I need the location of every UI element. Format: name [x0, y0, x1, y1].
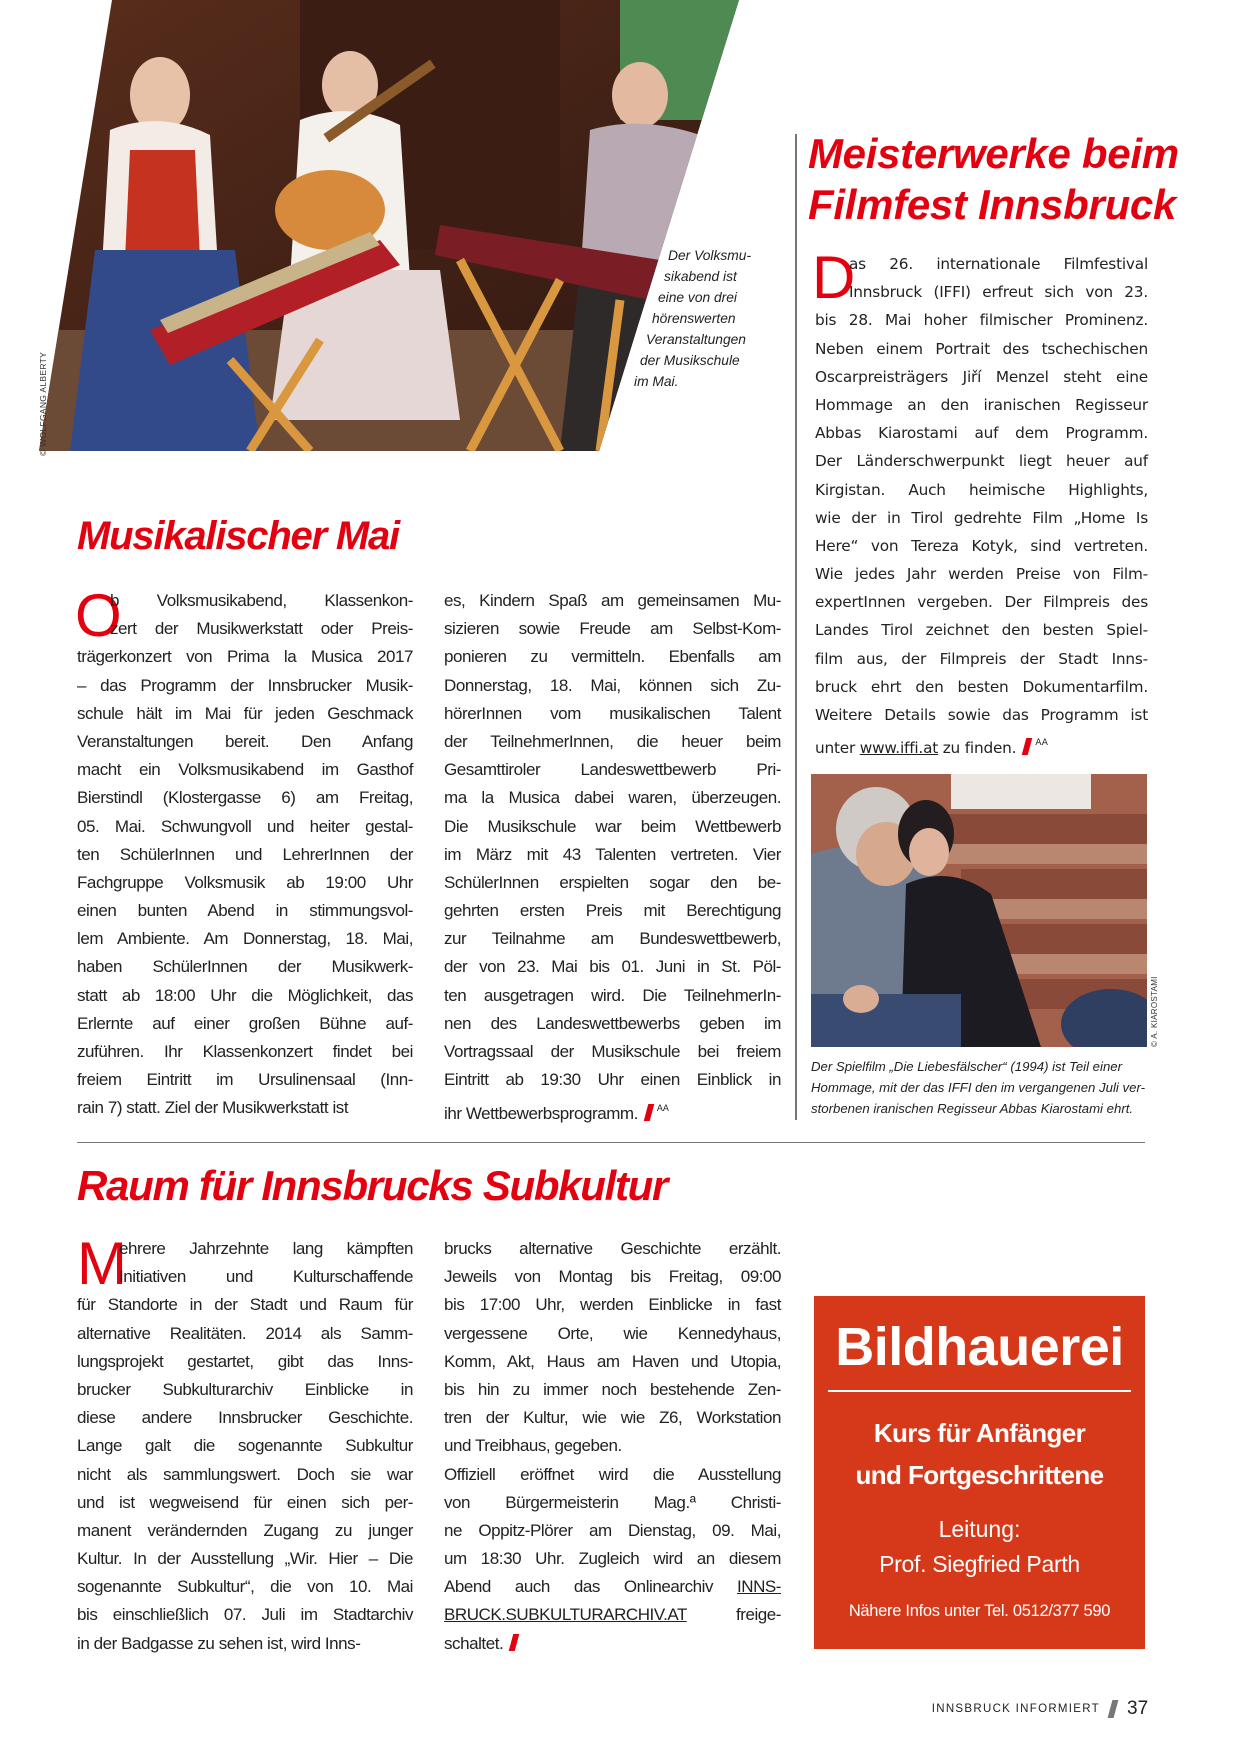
text-segment: schaltet. [444, 1633, 504, 1653]
text-line [77, 1291, 413, 1319]
text-line [444, 813, 781, 841]
text-segment: um 18:30 Uhr. Zugleich wird an diesem [444, 1549, 781, 1569]
text-line [77, 1545, 413, 1573]
text-line [444, 756, 781, 784]
text-segment: Weitere Details sowie das Programm ist [815, 706, 1148, 724]
text-line [815, 588, 1148, 616]
text-line [77, 897, 413, 925]
text-line [815, 447, 1148, 475]
photo-film-still [811, 774, 1147, 1047]
text-segment: Kirgistan. Auch heimische Highlights, [815, 480, 1148, 499]
text-segment: trägerkonzert von Prima la Musica 2017 [77, 647, 413, 667]
text-segment: Wie jedes Jahr werden Preise von Film- [815, 565, 1148, 584]
end-mark-icon [1022, 738, 1033, 755]
text-segment: rain 7) statt. Ziel der Musikwerkstatt ist [77, 1098, 349, 1118]
text-line [77, 869, 413, 897]
text-line [444, 1489, 781, 1517]
text-line [77, 587, 413, 615]
text-line [77, 1038, 413, 1066]
film-article-body [815, 250, 1148, 757]
text-segment: bis hin zu immer noch bestehende Zen- [444, 1379, 781, 1399]
text-line [444, 1291, 781, 1319]
text-line [77, 1461, 413, 1489]
link[interactable]: INNS- [736, 1577, 781, 1597]
ad-title: Bildhauerei [835, 1317, 1124, 1377]
link[interactable]: BRUCK.SUBKULTURARCHIV.AT [444, 1605, 687, 1625]
text-line [444, 1066, 781, 1094]
text-segment: expertInnen vergeben. Der Filmpreis des [815, 593, 1148, 612]
text-line [815, 645, 1148, 673]
text-line [444, 869, 781, 897]
end-mark-icon [644, 1104, 655, 1121]
text-segment: unter [815, 739, 860, 758]
text-line [815, 532, 1148, 560]
text-line [444, 982, 781, 1010]
text-line [815, 306, 1148, 334]
footer-slash-icon [1108, 1700, 1119, 1718]
text-segment: as 26. internationale Filmfestival [849, 255, 1148, 273]
caption-line: im Mai. [634, 374, 679, 389]
text-segment: von Bürgermeisterin Mag.ª Christi- [444, 1492, 781, 1512]
text-line [815, 616, 1148, 644]
text-segment: lem Ambiente. Am Donnerstag, 18. Mai, [77, 929, 413, 949]
text-segment: nen des Landeswettbewerbs geben im [444, 1013, 781, 1033]
ad-subtitle: und Fortgeschrittene [855, 1460, 1104, 1490]
text-line [815, 278, 1148, 306]
text-line [77, 1432, 413, 1460]
text-segment: es, Kindern Spaß am gemeinsamen Mu- [444, 591, 781, 610]
text-segment: freiem Eintritt im Ursulinensaal (Inn- [77, 1070, 413, 1090]
text-line [815, 504, 1148, 532]
text-line [815, 419, 1148, 447]
text-segment: Der Länderschwerpunkt liegt heuer auf [815, 452, 1148, 471]
text-line [77, 643, 413, 671]
section-divider [77, 1142, 1145, 1143]
film-photo-caption [811, 1056, 1151, 1119]
text-segment: brucks alternative Geschichte erzählt. [444, 1239, 781, 1258]
text-line [77, 953, 413, 981]
text-segment: bis einschließlich 07. Juli im Stadtarchiv [77, 1605, 413, 1625]
ad-lead-name: Prof. Siegfried Parth [879, 1551, 1080, 1577]
text-segment: film aus, der Filmpreis der Stadt Inns- [815, 649, 1148, 668]
text-segment: freige- [686, 1605, 781, 1625]
text-segment: Bierstindl (Klostergasse 6) am Freitag, [77, 788, 413, 808]
text-segment: im März mit 43 Talenten vertreten. Vier [444, 844, 781, 864]
text-segment: zert der Musikwerkstatt oder Preis- [110, 619, 413, 639]
text-line [77, 1235, 413, 1263]
text-line [77, 1094, 413, 1122]
caption-line: storbenen iranischen Regisseur Abbas Kiarostami ehrt. [811, 1101, 1134, 1116]
text-segment: ma la Musica dabei waren, überzeugen. [444, 788, 781, 808]
text-line [444, 1235, 781, 1263]
text-line [815, 391, 1148, 419]
text-segment: macht ein Volksmusikabend im Gasthof [77, 760, 413, 780]
text-line [815, 363, 1148, 391]
text-segment: Jeweils von Montag bis Freitag, 09:00 [444, 1267, 781, 1287]
text-line [77, 1517, 413, 1545]
text-line [444, 1404, 781, 1432]
text-segment: 05. Mai. Schwungvoll und heiter gestal- [77, 816, 413, 836]
title-line: Meisterwerke beim [808, 130, 1179, 177]
text-line [444, 1010, 781, 1038]
ad-subtitle: Kurs für Anfänger [873, 1418, 1086, 1448]
caption-line: Der Volksmu- [668, 248, 752, 263]
drop-cap: M [77, 1230, 127, 1297]
text-segment: ten ausgetragen wird. Die TeilnehmerIn- [444, 985, 781, 1005]
text-segment: manent verändernden Zugang zu junger [77, 1520, 413, 1540]
subculture-article-title: Raum für Innsbrucks Subkultur [77, 1162, 668, 1209]
text-segment: sizieren sowie Freude am Selbst-Kom- [444, 619, 781, 639]
text-segment: Vortragssaal der Musikschule bei freiem [444, 1042, 781, 1061]
text-segment: sogenannte Subkultur“, die von 10. Mai [77, 1577, 413, 1597]
footer-publication: INNSBRUCK INFORMIERT [931, 1703, 1100, 1715]
text-line [77, 925, 413, 953]
text-segment: hörerInnen vom musikalischen Talent [444, 703, 781, 723]
text-line [444, 1320, 781, 1348]
text-segment: nicht als sammlungswert. Doch sie war [77, 1464, 413, 1484]
text-line [77, 756, 413, 784]
text-segment: Die Musikschule war beim Wettbewerb [444, 816, 781, 836]
music-article-column-1 [75, 582, 413, 1123]
text-segment: schule hält im Mai für jeden Geschmack [77, 703, 413, 723]
text-segment: einen bunten Abend in stimmungsvol- [77, 901, 413, 921]
text-line [77, 1573, 413, 1601]
text-segment: Landes Tirol zeichnet den besten Spiel- [815, 621, 1148, 640]
text-line [815, 560, 1148, 588]
ad-rule [828, 1390, 1131, 1392]
advertisement-sculpture-course [814, 1296, 1145, 1649]
text-line [444, 1348, 781, 1376]
text-segment: Abbas Kiarostami auf dem Programm. [815, 424, 1148, 443]
text-line [444, 1461, 781, 1489]
text-line [815, 476, 1148, 504]
text-line [77, 1376, 413, 1404]
text-segment: Gesamttiroler Landeswettbewerb Pri- [444, 760, 781, 780]
text-segment: diese andere Innsbrucker Geschichte. [77, 1408, 413, 1428]
caption-line: Hommage, mit der das IFFI den im vergangenen Juli ver- [811, 1080, 1145, 1095]
text-line [444, 615, 781, 643]
drop-cap: O [75, 582, 122, 649]
text-segment: – das Programm der Innsbrucker Musik- [77, 675, 413, 695]
text-segment: Lange galt die sogenannte Subkultur [77, 1436, 413, 1456]
text-segment: vergessene Orte, wie Kennedyhaus, [444, 1323, 781, 1343]
text-segment: der von 23. Mai bis 01. Juni in St. Pöl- [444, 957, 781, 977]
text-line [77, 841, 413, 869]
text-segment: Komm, Akt, Haus am Haven und Utopia, [444, 1351, 781, 1371]
text-line [77, 1404, 413, 1432]
text-segment: bruck ehrt den besten Dokumentarfilm. [815, 677, 1148, 696]
text-segment: zur Teilnahme am Bundeswettbewerb, [444, 929, 781, 949]
caption-line: eine von drei [658, 290, 738, 305]
film-article-title [808, 128, 1179, 230]
drop-cap: D [812, 244, 856, 311]
author-initials: AA [1035, 738, 1048, 749]
photo-credit: © WOLFGANG ALBERTY [38, 351, 48, 456]
link[interactable]: www.iffi.at [859, 739, 939, 758]
column-divider [795, 134, 797, 1120]
text-segment: für Standorte in der Stadt und Raum für [77, 1295, 413, 1315]
text-line [77, 1066, 413, 1094]
text-segment: alternative Realitäten. 2014 als Samm- [77, 1323, 413, 1343]
text-segment: Veranstaltungen bereit. Den Anfang [77, 731, 413, 751]
text-line [444, 925, 781, 953]
text-line [444, 1432, 781, 1460]
text-segment: Initiativen und Kulturschaffende [119, 1267, 413, 1287]
page-number: 37 [1127, 1698, 1149, 1719]
music-article-title: Musikalischer Mai [77, 514, 399, 558]
music-article-column-2 [444, 587, 781, 1123]
text-segment: SchülerInnen erspielten sogar den be- [444, 872, 781, 892]
text-line [444, 1545, 781, 1573]
text-segment: b Volksmusikabend, Klassenkon- [110, 591, 413, 610]
text-line [77, 728, 413, 756]
caption-line: Veranstaltungen [646, 332, 746, 347]
photo-caption [634, 245, 755, 392]
text-segment: Neben einem Portrait des tschechischen [815, 339, 1148, 358]
caption-line: hörenswerten [652, 311, 736, 326]
text-line [77, 1263, 413, 1291]
text-segment: ten SchülerInnen und LehrerInnen der [77, 844, 413, 864]
text-line [77, 982, 413, 1010]
text-line [444, 700, 781, 728]
text-segment: ehrere Jahrzehnte lang kämpften [119, 1239, 413, 1258]
text-line [77, 700, 413, 728]
text-segment: und ist wegweisend für einen sich per- [77, 1492, 413, 1512]
text-segment: Fachgruppe Volksmusik ab 19:00 Uhr [77, 872, 413, 892]
text-line [77, 1601, 413, 1629]
text-segment: wie der in Tirol gedrehte Film „Home Is [815, 508, 1148, 527]
text-line [77, 1489, 413, 1517]
text-line [77, 813, 413, 841]
text-line [444, 1094, 781, 1122]
caption-line: der Musikschule [640, 353, 740, 368]
text-line [444, 897, 781, 925]
text-segment: Erlernte auf einer großen Bühne auf- [77, 1013, 413, 1033]
text-segment: Offiziell eröffnet wird die Ausstellung [444, 1464, 781, 1484]
text-segment: Oscarpreisträgers Jiří Menzel steht eine [815, 367, 1148, 386]
text-line [444, 784, 781, 812]
text-segment: in der Badgasse zu sehen ist, wird Inns- [77, 1633, 361, 1653]
text-line [444, 587, 781, 615]
subculture-article-column-1 [77, 1230, 413, 1658]
text-line [815, 729, 1148, 757]
text-segment: Here“ von Tereza Kotyk, sind vertreten. [815, 536, 1148, 555]
text-segment: ihr Wettbewerbsprogramm. [444, 1104, 638, 1124]
text-line [444, 1601, 781, 1629]
text-segment: und Treibhaus, gegeben. [444, 1436, 622, 1456]
text-line [444, 728, 781, 756]
text-line [77, 1348, 413, 1376]
text-line [444, 1630, 781, 1658]
text-line [444, 1263, 781, 1291]
text-line [815, 250, 1148, 278]
text-segment: bis 17:00 Uhr, werden Einblicke in fast [444, 1295, 781, 1315]
text-segment: Innsbruck (IFFI) erfreut sich von 23. [849, 283, 1148, 302]
text-line [77, 672, 413, 700]
photo-credit: © A. KIAROSTAMI [1150, 976, 1159, 1047]
title-line: Filmfest Innsbruck [808, 181, 1177, 228]
text-segment: gehrten ersten Preis mit Berechtigung [444, 901, 781, 921]
text-segment: haben SchülerInnen der Musikwerk- [77, 957, 413, 977]
text-segment: Hommage an den iranischen Regisseur [815, 395, 1148, 414]
text-line [77, 1010, 413, 1038]
text-line [77, 1630, 413, 1658]
text-line [444, 1376, 781, 1404]
text-segment: statt ab 18:00 Uhr die Möglichkeit, das [77, 985, 413, 1005]
text-line [444, 841, 781, 869]
ad-lead-label: Leitung: [938, 1516, 1021, 1542]
text-segment: brucker Subkulturarchiv Einblicke in [77, 1379, 413, 1399]
text-line [444, 643, 781, 671]
text-segment: tren der Kultur, wie wie Z6, Workstation [444, 1408, 781, 1428]
text-line [77, 615, 413, 643]
text-segment: Eintritt ab 19:30 Uhr einen Einblick in [444, 1070, 781, 1090]
text-line [815, 701, 1148, 729]
text-line [444, 953, 781, 981]
text-line [77, 784, 413, 812]
text-segment: ne Oppitz-Plörer am Dienstag, 09. Mai, [444, 1520, 781, 1540]
text-line [444, 1573, 781, 1601]
text-segment: zu finden. [938, 739, 1017, 758]
subculture-article-column-2 [444, 1235, 781, 1658]
text-line [444, 672, 781, 700]
text-segment: Kultur. In der Ausstellung „Wir. Hier – Die [77, 1549, 413, 1569]
text-line [77, 1320, 413, 1348]
text-line [815, 335, 1148, 363]
text-segment: ponieren zu vermitteln. Ebenfalls am [444, 647, 781, 667]
text-segment: bis 28. Mai hoher filmischer Prominenz. [815, 311, 1148, 330]
text-segment: Abend auch das Onlinearchiv [444, 1577, 737, 1597]
caption-line: sikabend ist [664, 269, 737, 284]
author-initials: AA [656, 1103, 669, 1114]
text-line [444, 1517, 781, 1545]
ad-contact: Nähere Infos unter Tel. 0512/377 590 [848, 1602, 1111, 1620]
caption-line: Der Spielfilm „Die Liebesfälscher“ (1994) ist Teil einer [811, 1059, 1123, 1074]
end-mark-icon [509, 1634, 520, 1651]
text-segment: der TeilnehmerInnen, die heuer beim [444, 731, 781, 751]
text-line [444, 1038, 781, 1066]
text-segment: zuführen. Ihr Klassenkonzert findet bei [77, 1042, 413, 1061]
text-line [815, 673, 1148, 701]
text-segment: Donnerstag, 18. Mai, können sich Zu- [444, 675, 781, 695]
text-segment: lungsprojekt gestartet, gibt das Inns- [77, 1351, 413, 1371]
